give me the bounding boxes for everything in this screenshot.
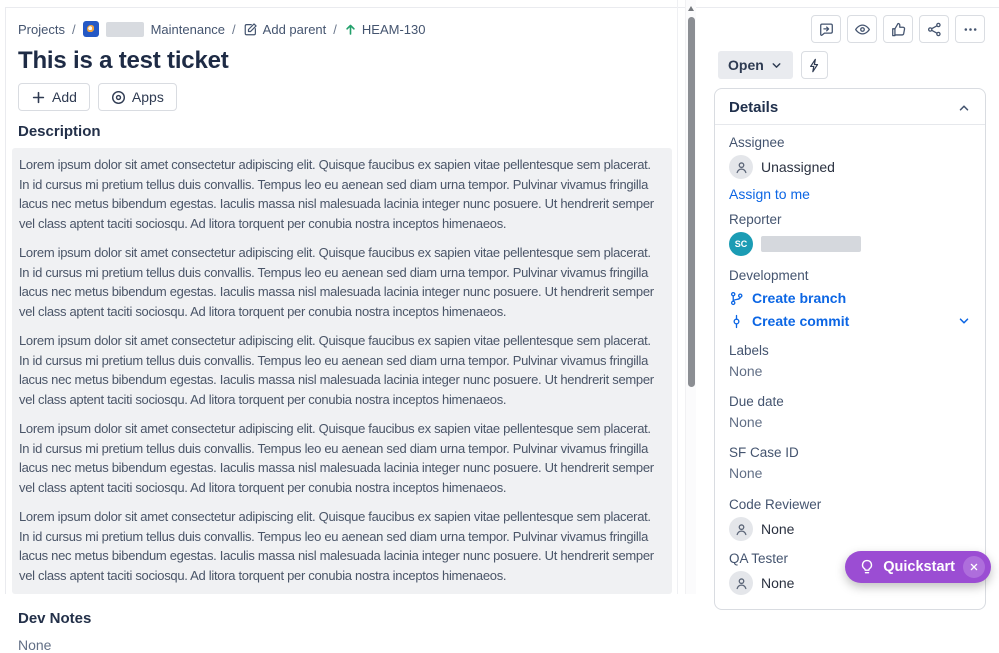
dev-notes-heading: Dev Notes [18,610,92,627]
page-title[interactable]: This is a test ticket [18,47,229,74]
description-heading: Description [18,123,101,140]
feedback-button[interactable] [811,15,841,43]
description-paragraph: Lorem ipsum dolor sit amet consectetur adipiscing elit. Quisque faucibus ex sapien vitae pellentesque sem placerat. In id cursus mi pretium tellus duis convallis. Tempus leo eu aenean sed diam urna tempor. Pulvinar vivamus fringilla lacus nec metus bibendum egestas. Iaculis massa nisl malesuada lacinia integer nunc posuere. Ut hendrerit semper vel class aptent taciti sociosqu. Ad litora torquent per conubia nostra inceptos himenaeos. [19,333,654,407]
person-avatar-icon [729,155,753,179]
person-avatar-icon [729,517,753,541]
labels-field [729,343,971,379]
redacted-reporter-name [761,236,861,252]
details-fields [715,125,985,595]
assignee-value-text: Unassigned [761,159,835,175]
more-ellipsis-icon [962,21,979,38]
create-branch-label: Create branch [752,290,847,306]
reporter-avatar: SC [729,232,753,256]
breadcrumb [18,21,678,37]
lightning-bolt-icon [807,58,822,73]
watch-eye-icon [854,21,871,38]
scrollbar-up-arrow[interactable] [688,6,694,11]
reporter-label: Reporter [729,212,782,227]
add-button[interactable] [18,83,90,111]
status-dropdown-button[interactable] [718,51,793,79]
labels-value[interactable]: None [729,363,763,379]
assignee-label: Assignee [729,135,785,150]
create-branch-link[interactable] [729,288,971,308]
breadcrumb-project-link[interactable]: Maintenance [150,21,226,37]
apps-disc-icon [111,90,126,105]
sf-case-id-label: SF Case ID [729,445,799,460]
git-branch-icon [729,291,744,306]
lightbulb-icon [859,559,875,575]
main-scrollbar-track[interactable] [685,0,696,594]
assign-to-me-link[interactable]: Assign to me [729,186,810,202]
status-row [718,51,828,79]
assignee-field [729,135,971,202]
issue-key-link[interactable] [344,22,426,37]
chevron-down-icon [770,59,783,72]
code-reviewer-field [729,497,971,541]
issue-action-buttons [811,15,985,43]
details-header[interactable] [715,89,985,125]
scrollbar-thumb[interactable] [688,17,695,387]
add-parent-button[interactable] [243,22,327,37]
breadcrumb-separator: / [71,21,76,37]
plus-icon [31,90,46,105]
create-commit-link[interactable] [729,311,849,331]
code-reviewer-label: Code Reviewer [729,497,822,512]
description-paragraph: Lorem ipsum dolor sit amet consectetur adipiscing elit. Quisque faucibus ex sapien vitae pellentesque sem placerat. In id cursus mi pretium tellus duis convallis. Tempus leo eu aenean sed diam urna tempor. Pulvinar vivamus fringilla lacus nec metus bibendum egestas. Iaculis massa nisl malesuada lacinia integer nunc posuere. Ut hendrerit semper vel class aptent taciti sociosqu. Ad litora torquent per conubia nostra inceptos himenaeos. [19,157,654,231]
code-reviewer-value-text: None [761,521,795,537]
project-avatar-icon [83,21,99,37]
reporter-value[interactable] [729,232,971,256]
sf-case-id-value[interactable]: None [729,465,763,481]
watch-button[interactable] [847,15,877,43]
apps-button[interactable] [98,83,177,111]
sf-case-id-field [729,445,971,481]
issue-type-arrow-up-icon [344,23,357,36]
description-field[interactable] [12,148,672,594]
assignee-value[interactable] [729,155,971,179]
qa-tester-label: QA Tester [729,551,789,566]
description-paragraph: Lorem ipsum dolor sit amet consectetur adipiscing elit. Quisque faucibus ex sapien vitae pellentesque sem placerat. In id cursus mi pretium tellus duis convallis. Tempus leo eu aenean sed diam urna tempor. Pulvinar vivamus fringilla lacus nec metus bibendum egestas. Iaculis massa nisl malesuada lacinia integer nunc posuere. Ut hendrerit semper vel class aptent taciti sociosqu. Ad litora torquent per conubia nostra inceptos himenaeos. [19,509,654,583]
edit-pencil-icon [243,22,258,37]
apps-button-label: Apps [131,89,164,105]
development-label: Development [729,268,809,283]
due-date-label: Due date [729,394,784,409]
issue-toolbar [18,83,678,111]
more-actions-button[interactable] [955,15,985,43]
code-reviewer-value[interactable] [729,517,971,541]
issue-main-column [6,0,678,653]
automation-button[interactable] [801,51,828,79]
feedback-icon [818,21,835,38]
due-date-field [729,394,971,430]
status-label: Open [728,57,764,73]
share-icon [926,21,943,38]
git-commit-icon [729,314,744,329]
create-commit-label: Create commit [752,313,850,329]
details-panel [714,88,986,610]
due-date-value[interactable]: None [729,414,763,430]
details-title: Details [729,99,779,116]
issue-key-label: HEAM-130 [361,21,426,37]
development-chevron-down-icon[interactable] [957,314,971,328]
quickstart-button[interactable] [845,551,991,583]
like-thumbs-up-icon [890,21,907,38]
description-paragraph: Lorem ipsum dolor sit amet consectetur adipiscing elit. Quisque faucibus ex sapien vitae pellentesque sem placerat. In id cursus mi pretium tellus duis convallis. Tempus leo eu aenean sed diam urna tempor. Pulvinar vivamus fringilla lacus nec metus bibendum egestas. Iaculis massa nisl malesuada lacinia integer nunc posuere. Ut hendrerit semper vel class aptent taciti sociosqu. Ad litora torquent per conubia nostra inceptos himenaeos. [19,421,654,495]
redacted-project-name [106,22,144,37]
quickstart-label: Quickstart [883,559,955,575]
description-paragraph: Lorem ipsum dolor sit amet consectetur adipiscing elit. Quisque faucibus ex sapien vitae pellentesque sem placerat. In id cursus mi pretium tellus duis convallis. Tempus leo eu aenean sed diam urna tempor. Pulvinar vivamus fringilla lacus nec metus bibendum egestas. Iaculis massa nisl malesuada lacinia integer nunc posuere. Ut hendrerit semper vel class aptent taciti sociosqu. Ad litora torquent per conubia nostra inceptos himenaeos. [19,245,654,319]
breadcrumb-projects-link[interactable]: Projects [18,21,65,37]
labels-label: Labels [729,343,769,358]
breadcrumb-separator: / [333,21,337,37]
development-section [729,268,971,331]
chevron-up-icon[interactable] [957,101,971,115]
qa-tester-value-text: None [761,575,795,591]
share-button[interactable] [919,15,949,43]
close-icon [968,561,980,573]
add-button-label: Add [52,89,77,105]
like-button[interactable] [883,15,913,43]
add-parent-label: Add parent [262,21,327,37]
reporter-field [729,212,971,256]
quickstart-close-button[interactable] [963,556,985,578]
breadcrumb-separator: / [232,21,236,37]
dev-notes-value[interactable]: None [18,637,52,653]
person-avatar-icon [729,571,753,595]
